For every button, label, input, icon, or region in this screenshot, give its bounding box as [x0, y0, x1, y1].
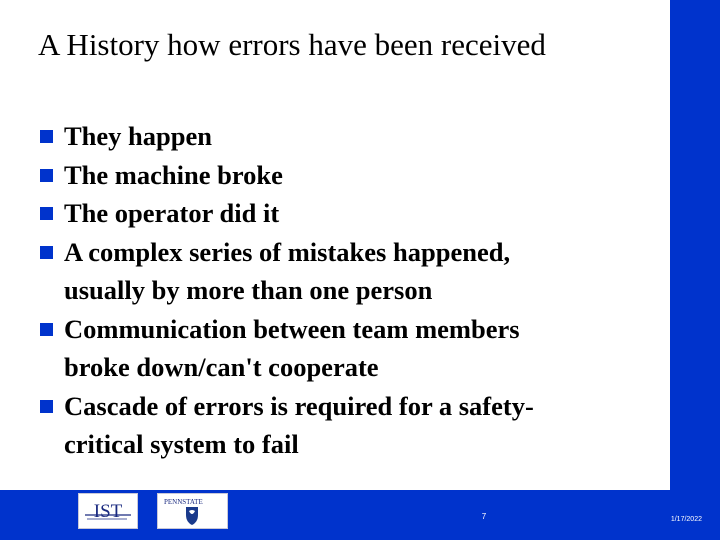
slide-title: A History how errors have been received	[38, 27, 546, 62]
bullet-text: They happen	[64, 121, 213, 151]
ist-logo	[78, 493, 138, 529]
svg-text:IST: IST	[93, 501, 123, 522]
square-bullet-icon	[40, 400, 53, 413]
square-bullet-icon	[40, 246, 53, 259]
square-bullet-icon	[40, 207, 53, 220]
bullet-text: Communication between team members	[64, 313, 520, 344]
square-bullet-icon	[40, 323, 53, 336]
bullet-item	[40, 233, 665, 310]
bullet-text: The operator did it	[64, 198, 280, 228]
right-accent-bar	[670, 0, 720, 540]
bullet-item	[40, 156, 665, 195]
bullet-item	[40, 387, 665, 464]
slide-date: 1/17/2022	[670, 516, 702, 523]
square-bullet-icon	[40, 130, 53, 143]
ist-logo-icon	[79, 494, 137, 528]
penn-state-shield-icon	[158, 494, 227, 528]
bullet-text: Cascade of errors is required for a safety-	[64, 390, 534, 421]
bullet-text: The machine broke	[64, 159, 283, 190]
bullet-text-continued: usually by more than one person	[64, 275, 433, 305]
page-number: 7	[481, 512, 487, 521]
bullet-text-continued: broke down/can't cooperate	[64, 352, 379, 382]
bullet-item	[40, 117, 665, 156]
bullet-item	[40, 310, 665, 387]
bullet-text-continued: critical system to fail	[64, 429, 299, 459]
svg-text:PENNSTATE: PENNSTATE	[164, 498, 203, 506]
penn-state-logo	[157, 493, 228, 529]
square-bullet-icon	[40, 169, 53, 182]
bullet-item	[40, 194, 665, 233]
bullet-list	[40, 117, 665, 464]
bullet-text: A complex series of mistakes happened,	[64, 236, 511, 267]
